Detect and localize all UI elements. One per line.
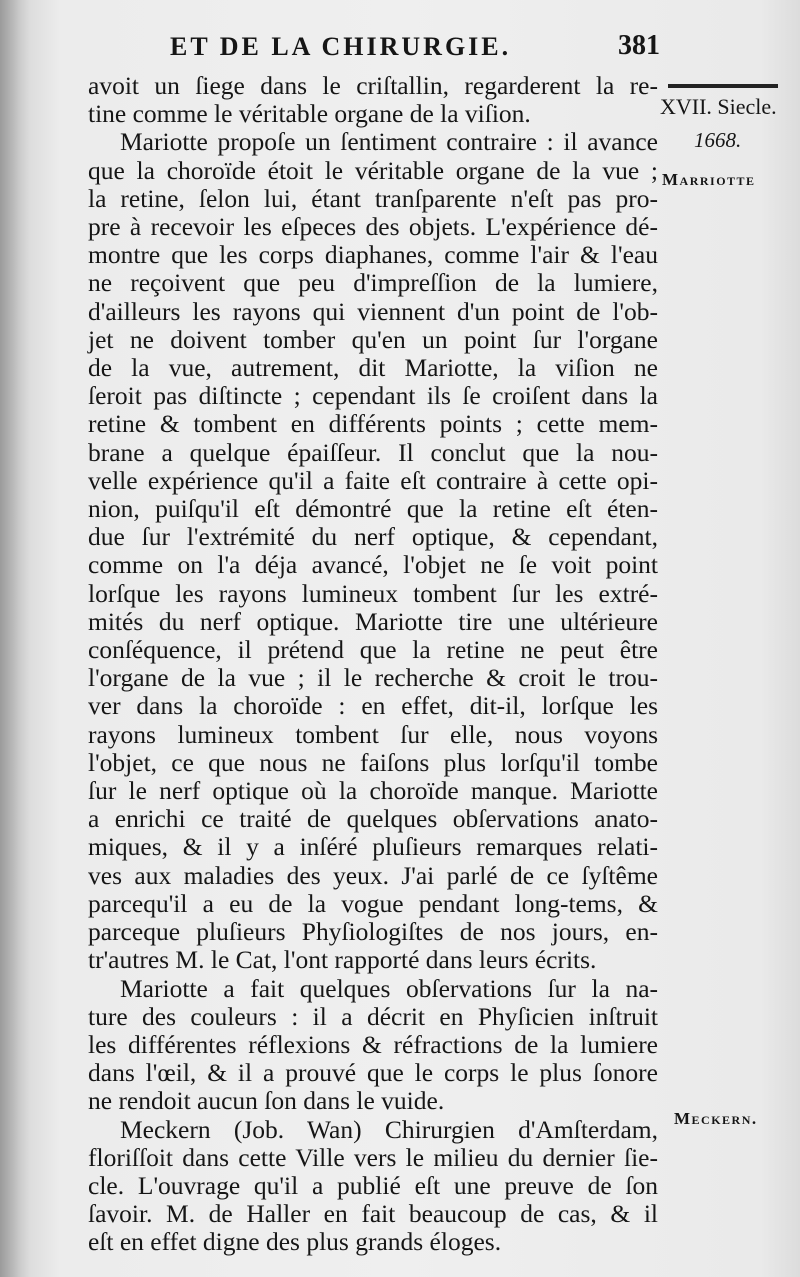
text-line: que la choroïde étoit le véritable organe de la vue ; (88, 155, 658, 185)
paragraph (88, 128, 658, 974)
text-line: parcequ'il a eu de la vogue pendant long-tems, & (88, 888, 658, 918)
text-line: jet ne doivent tomber qu'en un point ſur l'organe (88, 324, 658, 354)
text-line: ver dans la choroïde : en effet, dit-il, lorſque les (88, 691, 658, 721)
paragraph (88, 975, 658, 1116)
text-line: a enrichi ce traité de quelques obſervations anato- (88, 804, 658, 834)
text-line: conſéquence, il prétend que la retine ne peut être (88, 635, 658, 665)
text-line: l'objet, ce que nous ne faiſons plus lorſqu'il tombe (88, 747, 658, 777)
text-line: ſeroit pas diſtincte ; cependant ils ſe croiſent dans la (88, 381, 658, 411)
text-line: l'organe de la vue ; il le recherche & croit le trou- (88, 663, 658, 693)
text-line: ſur le nerf optique où la choroïde manque. Mariotte (88, 776, 658, 806)
text-line: lorſque les rayons lumineux tombent ſur les extré- (88, 578, 658, 608)
page-header (170, 30, 660, 70)
text-line: brane a quelque épaiſſeur. Il conclut que la nou- (88, 437, 658, 467)
text-line: ves aux maladies des yeux. J'ai parlé de ce ſyſtême (88, 860, 658, 890)
paragraph (88, 1116, 658, 1257)
body-text (88, 72, 658, 1257)
text-line: parceque pluſieurs Phyſiologiſtes de nos jours, en- (88, 917, 658, 947)
margin-century: XVII. Siecle. (660, 94, 777, 119)
text-line: miques, & il y a inſéré pluſieurs remarques relati- (88, 832, 658, 862)
text-line: les différentes réflexions & réfractions de la lumiere (88, 1029, 658, 1059)
text-line: retine & tombent en différents points ; cette mem- (88, 409, 658, 439)
text-line: comme on l'a déja avancé, l'objet ne ſe voit point (88, 550, 658, 580)
text-line: mités du nerf optique. Mariotte tire une ultérieure (88, 606, 658, 636)
page-number: 381 (618, 30, 660, 61)
text-line: montre que les corps diaphanes, comme l'air & l'eau (88, 240, 658, 270)
margin-name-meckern: Meckern. (674, 1109, 758, 1128)
text-line: dans l'œil, & il a prouvé que le corps le plus ſonore (88, 1058, 658, 1088)
text-line: velle expérience qu'il a faite eſt contraire à cette opi- (88, 465, 658, 495)
text-line: ſavoir. M. de Haller en fait beaucoup de cas, & il (88, 1199, 658, 1229)
text-line: pre à recevoir les eſpeces des objets. L'expérience dé- (88, 212, 658, 242)
text-line: due ſur l'extrémité du nerf optique, & cependant, (88, 522, 658, 552)
text-line: ture des couleurs : il a décrit en Phyſicien inſtruit (88, 1001, 658, 1031)
text-line: floriſſoit dans cette Ville vers le milieu du dernier ſie- (88, 1142, 658, 1172)
text-line: eſt en effet digne des plus grands éloges. (88, 1227, 502, 1257)
margin-name-marriotte: Marriotte (662, 170, 756, 189)
text-line: Mariotte a fait quelques obſervations ſur la na- (120, 973, 658, 1003)
margin-rule (668, 84, 778, 88)
text-line: cle. L'ouvrage qu'il a publié eſt une preuve de ſon (88, 1170, 658, 1200)
text-line: ne reçoivent que peu d'impreſſion de la lumiere, (88, 268, 658, 298)
text-line: de la vue, autrement, dit Mariotte, la viſion ne (88, 353, 658, 383)
gutter-shadow (0, 0, 30, 1277)
text-line: nion, puiſqu'il eſt démontré que la retine eſt éten- (88, 494, 658, 524)
text-line: tine comme le véritable organe de la viſion. (88, 99, 531, 129)
text-line: tr'autres M. le Cat, l'ont rapporté dans leurs écrits. (88, 945, 597, 975)
text-line: la retine, ſelon lui, étant tranſparente n'eſt pas pro- (88, 183, 658, 213)
text-line: d'ailleurs les rayons qui viennent d'un point de l'ob- (88, 296, 658, 326)
margin-year: 1668. (694, 128, 742, 152)
text-line: Mariotte propoſe un ſentiment contraire : il avance (120, 127, 658, 157)
text-line: ne rendoit aucun ſon dans le vuide. (88, 1086, 445, 1116)
text-line: avoit un ſiege dans le criſtallin, regarderent la re- (88, 71, 658, 100)
running-head: ET DE LA CHIRURGIE. (170, 32, 512, 61)
text-line: Meckern (Job. Wan) Chirurgien d'Amſterdam, (120, 1114, 658, 1144)
text-line: rayons lumineux tombent ſur elle, nous voyons (88, 719, 658, 749)
paragraph (88, 72, 658, 128)
